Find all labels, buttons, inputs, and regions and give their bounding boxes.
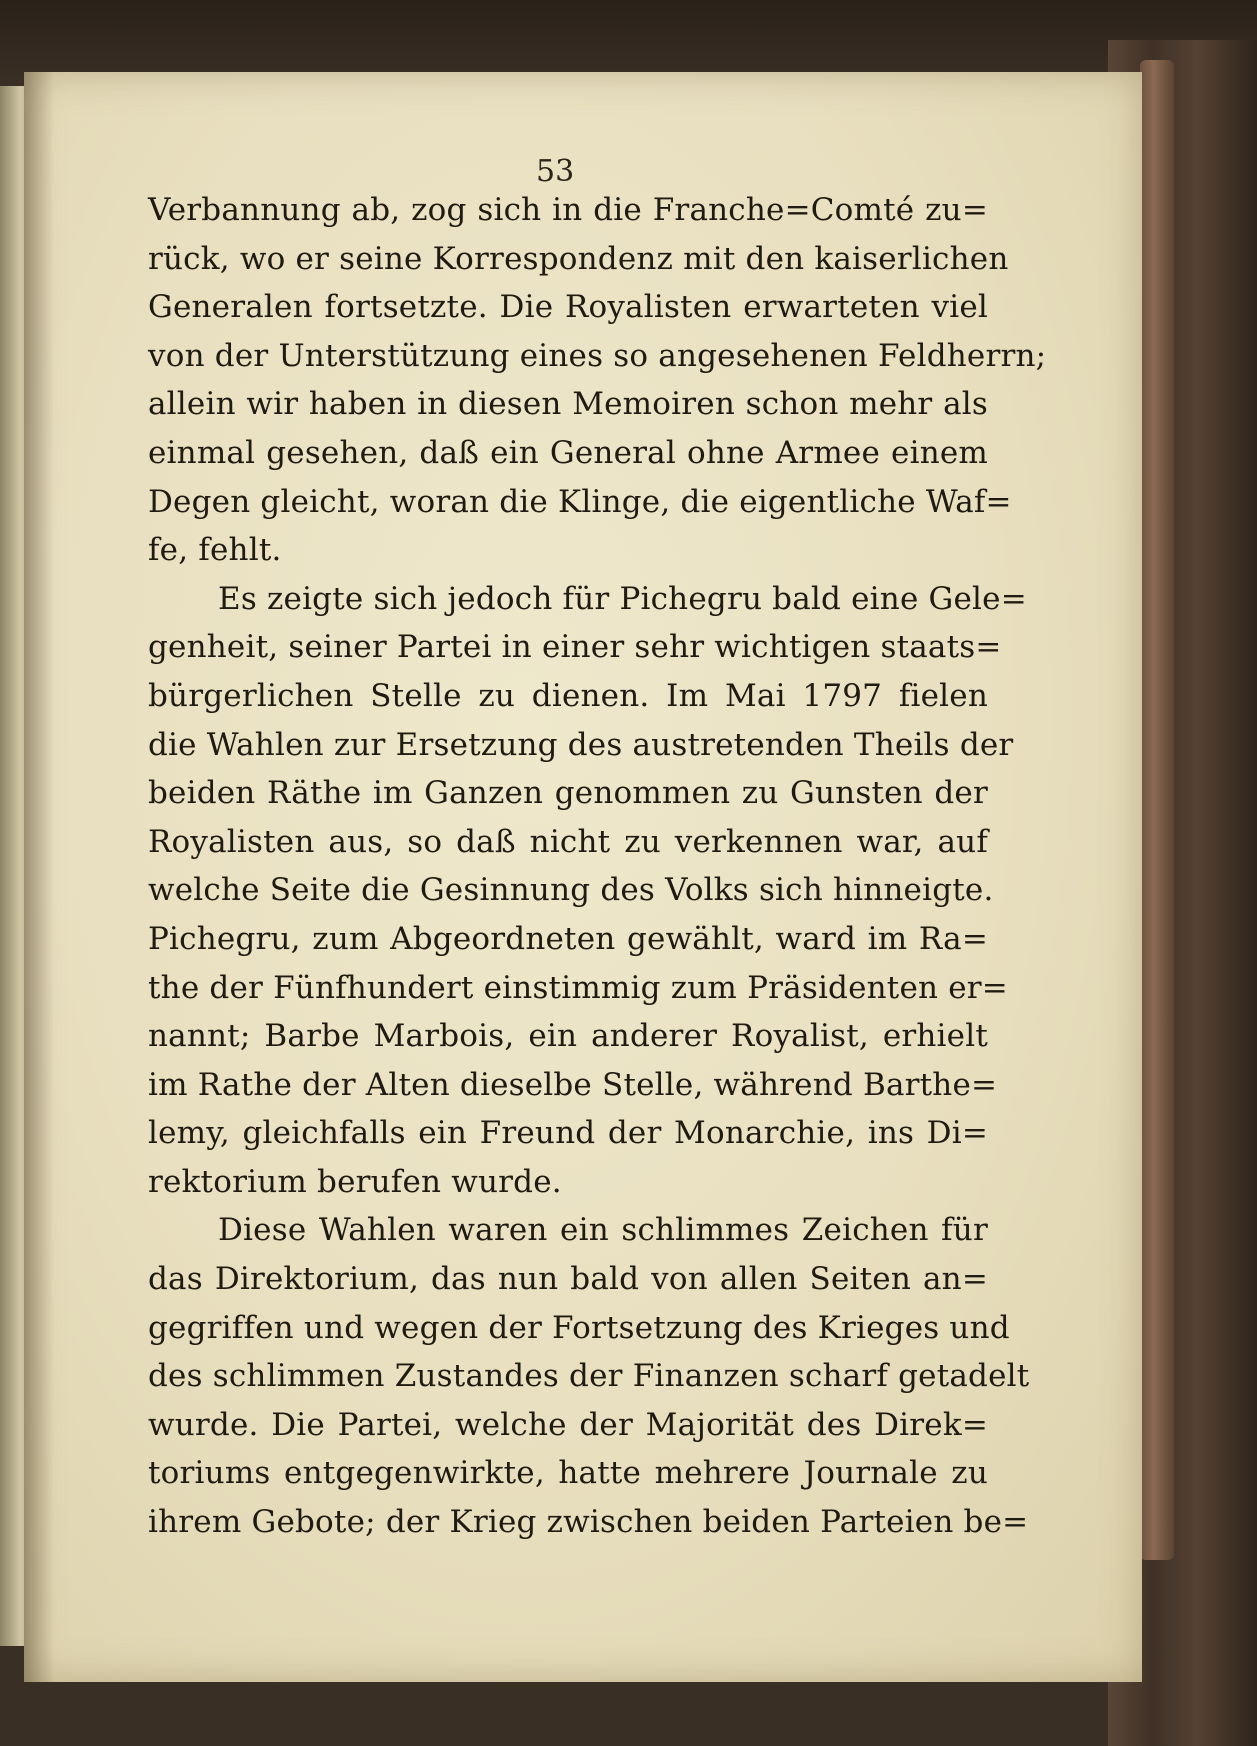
text-line: lemy, gleichfalls ein Freund der Monarchie, ins Di= — [148, 1115, 988, 1152]
text-line: die Wahlen zur Ersetzung des austretenden Theils der — [148, 726, 1014, 763]
text-line: das Direktorium, das nun bald von allen Seiten an= — [148, 1261, 988, 1298]
text-line: welche Seite die Gesinnung des Volks sich hinneigte. — [148, 872, 994, 909]
text-line: Pichegru, zum Abgeordneten gewählt, ward im Ra= — [148, 920, 988, 957]
text-line: the der Fünfhundert einstimmig zum Präsidenten er= — [148, 969, 1008, 1006]
text-line: Verbannung ab, zog sich in die Franche=Comté zu= — [148, 192, 988, 228]
text-line: ihrem Gebote; der Krieg zwischen beiden Parteien be= — [148, 1504, 1029, 1541]
text-line: einmal gesehen, daß ein General ohne Armee einem — [148, 434, 988, 471]
text-line: rektorium berufen wurde. — [148, 1163, 562, 1200]
text-line: fe, fehlt. — [148, 532, 282, 569]
text-line: genheit, seiner Partei in einer sehr wichtigen staats= — [148, 629, 1002, 666]
text-line: Generalen fortsetzte. Die Royalisten erwarteten viel — [148, 289, 988, 326]
text-line: Es zeigte sich jedoch für Pichegru bald eine Gele= — [218, 580, 1027, 617]
text-line: toriums entgegenwirkte, hatte mehrere Journale zu — [148, 1455, 988, 1492]
text-line: nannt; Barbe Marbois, ein anderer Royalist, erhielt — [148, 1018, 988, 1055]
text-line: allein wir haben in diesen Memoiren schon mehr als — [148, 386, 988, 423]
text-line: bürgerlichen Stelle zu dienen. Im Mai 1797 fielen — [148, 677, 988, 714]
page-gutter-shadow — [24, 72, 54, 1682]
text-line: von der Unterstützung eines so angesehenen Feldherrn; — [148, 337, 1047, 374]
text-line: Degen gleicht, woran die Klinge, die eigentliche Waf= — [148, 483, 1012, 520]
cover-spine — [1140, 60, 1174, 1560]
text-line: rück, wo er seine Korrespondenz mit den kaiserlichen — [148, 240, 1009, 277]
text-line: Diese Wahlen waren ein schlimmes Zeichen für — [218, 1212, 988, 1249]
text-line: gegriffen und wegen der Fortsetzung des Krieges und — [148, 1309, 1010, 1346]
page-number: 53 — [536, 154, 575, 189]
text-line: Royalisten aus, so daß nicht zu verkennen war, auf — [148, 823, 988, 860]
text-line: wurde. Die Partei, welche der Majorität des Direk= — [148, 1406, 988, 1443]
page-text-body — [148, 186, 1047, 1547]
text-line: im Rathe der Alten dieselbe Stelle, während Barthe= — [148, 1066, 998, 1103]
text-line: des schlimmen Zustandes der Finanzen scharf getadelt — [148, 1358, 1030, 1395]
text-line: beiden Räthe im Ganzen genommen zu Gunsten der — [148, 775, 988, 812]
